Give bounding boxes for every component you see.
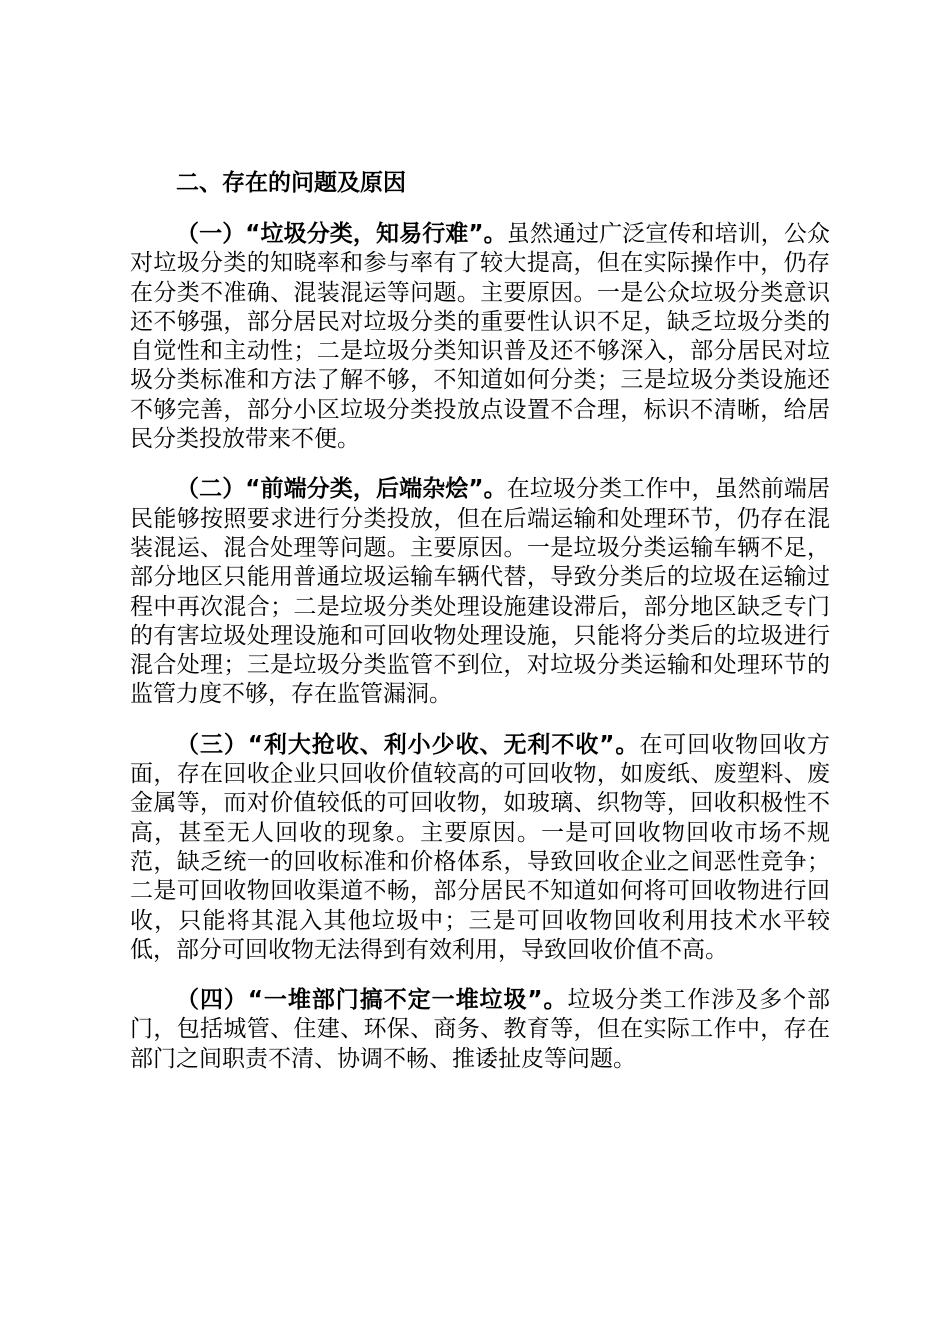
paragraph-3-lead: （三）“利大抢收、利小少收、无利不收”。 [176,731,640,758]
paragraph-2 [130,475,830,709]
paragraph-2-body: 在垃圾分类工作中，虽然前端居民能够按照要求进行分类投放，但在后端运输和处理环节，仍存在混装混运、混合处理等问题。主要原因。一是垃圾分类运输车辆不足，部分地区只能用普通垃圾运输车辆代替，导致分类后的垃圾在运输过程中再次混合；二是垃圾分类处理设施建设滞后，部分地区缺乏专门的有害垃圾处理设施和可回收物处理设施，只能将分类后的垃圾进行混合处理；三是垃圾分类监管不到位，对垃圾分类运输和处理环节的监管力度不够，存在监管漏洞。 [130,476,831,708]
paragraph-2-lead: （二）“前端分类，后端杂烩”。 [176,476,507,503]
paragraph-3-body: 在可回收物回收方面，存在回收企业只回收价值较高的可回收物，如废纸、废塑料、废金属等，而对价值较低的可回收物，如玻璃、织物等，回收积极性不高，甚至无人回收的现象。主要原因。一是可回收物回收市场不规范，缺乏统一的回收标准和价格体系，导致回收企业之间恶性竞争；二是可回收物回收渠道不畅，部分居民不知道如何将可回收物进行回收，只能将其混入其他垃圾中；三是可回收物回收利用技术水平较低，部分可回收物无法得到有效利用，导致回收价值不高。 [130,731,831,963]
paragraph-1 [130,220,830,454]
section-heading: 二、存在的问题及原因 [176,170,406,196]
paragraph-3 [130,731,830,965]
paragraph-1-body: 虽然通过广泛宣传和培训，公众对垃圾分类的知晓率和参与率有了较大提高，但在实际操作中，仍存在分类不准确、混装混运等问题。主要原因。一是公众垃圾分类意识还不够强，部分居民对垃圾分类的重要性认识不足，缺乏垃圾分类的自觉性和主动性；二是垃圾分类知识普及还不够深入，部分居民对垃圾分类标准和方法了解不够，不知道如何分类；三是垃圾分类设施还不够完善，部分小区垃圾分类投放点设置不合理，标识不清晰，给居民分类投放带来不便。 [130,221,831,453]
paragraph-4-lead: （四）“一堆部门搞不定一堆垃圾”。 [176,987,568,1014]
document-body [130,166,830,1095]
paragraph-4 [130,986,830,1074]
paragraph-4-body: 垃圾分类工作涉及多个部门，包括城管、住建、环保、商务、教育等，但在实际工作中，存在部门之间职责不清、协调不畅、推诿扯皮等问题。 [130,987,831,1072]
paragraph-1-lead: （一）“垃圾分类，知易行难”。 [176,221,507,247]
